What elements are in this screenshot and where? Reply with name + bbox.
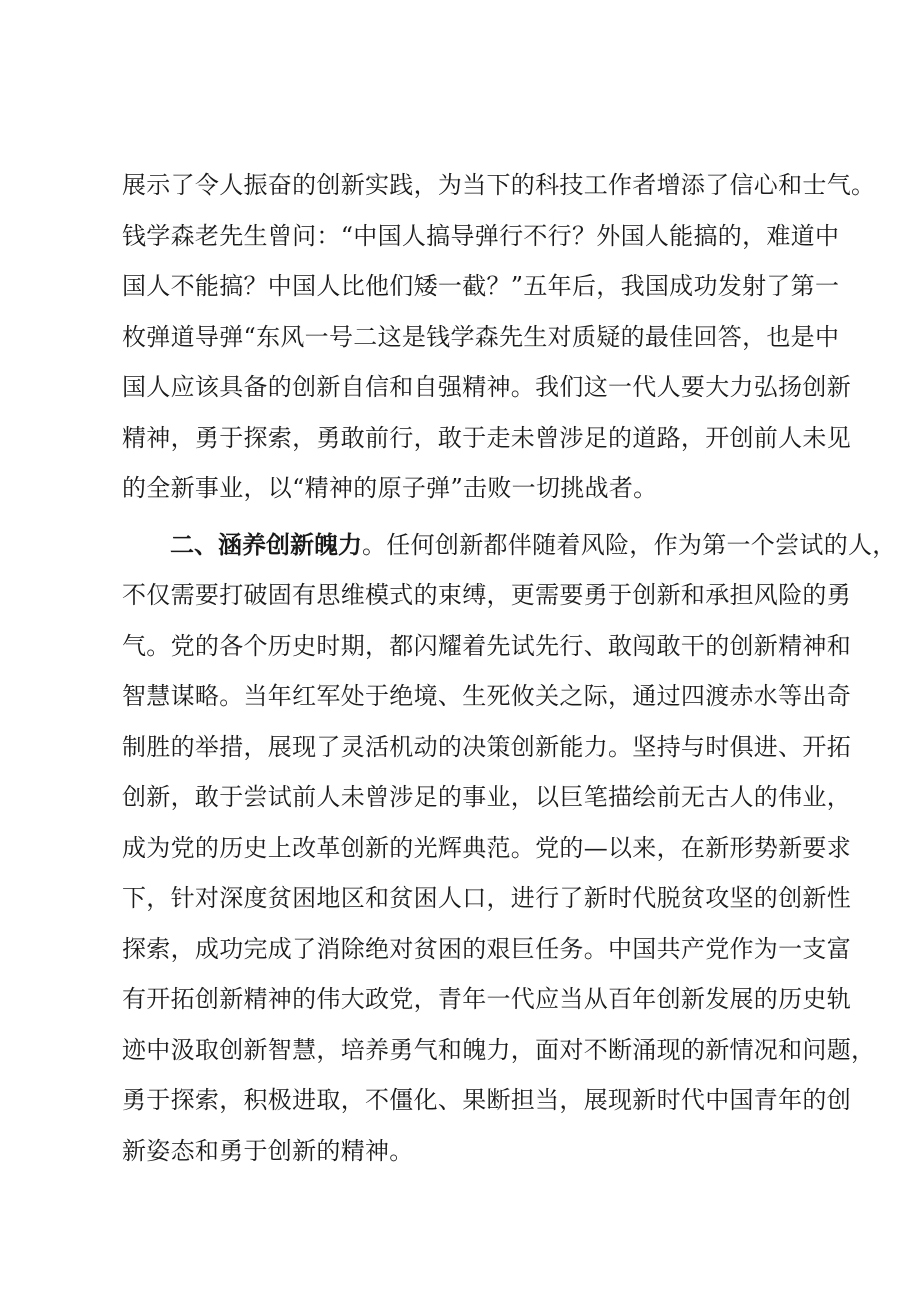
text-line: 迹中汲取创新智慧，培养勇气和魄力，面对不断涌现的新情况和问题，: [122, 1035, 876, 1064]
document-body: [122, 160, 897, 1176]
text-line: 下，针对深度贫困地区和贫困人口，进行了新时代脱贫攻坚的创新性: [122, 884, 851, 912]
text-line: 有开拓创新精神的伟大政党，青年一代应当从百年创新发展的历史轨: [122, 985, 851, 1013]
text-line: 制胜的举措，展现了灵活机动的决策创新能力。坚持与时俱进、开拓: [122, 732, 851, 761]
text-line: 国人应该具备的创新自信和自强精神。我们这一代人要大力弘扬创新: [122, 373, 851, 401]
text-line: 国人不能搞？中国人比他们矮一截？”五年后，我国成功发射了第一: [122, 272, 840, 300]
paragraph-2: [122, 520, 897, 1177]
text-line: 展示了令人振奋的创新实践，为当下的科技工作者增添了信心和士气。: [122, 171, 876, 199]
text-line: 精神，勇于探索，勇敢前行，敢于走未曾涉足的道路，开创前人未见: [122, 423, 851, 452]
text-line: 枚弹道导弹“东风一号二这是钱学森先生对质疑的最佳回答，也是中: [122, 322, 840, 351]
text-line: 新姿态和勇于创新的精神。: [122, 1136, 414, 1165]
text-span: 。任何创新都伴随着风险，作为第一个尝试的人，: [362, 530, 897, 559]
text-line: 探索，成功完成了消除绝对贫困的艰巨任务。中国共产党作为一支富: [122, 934, 851, 963]
text-line: 气。党的各个历史时期，都闪耀着先试先行、敢闯敢干的创新精神和: [122, 631, 851, 660]
text-line: 创新，敢于尝试前人未曾涉足的事业，以巨笔描绘前无古人的伟业，: [122, 783, 851, 811]
paragraph-2-first-line: [122, 520, 897, 571]
text-line: 钱学森老先生曾问：“中国人搞导弹行不行？外国人能搞的，难道中: [122, 221, 840, 250]
text-line: 不仅需要打破固有思维模式的束缚，更需要勇于创新和承担风险的勇: [122, 581, 851, 609]
text-line: 勇于探索，积极进取，不僵化、果断担当，展现新时代中国青年的创: [122, 1086, 851, 1114]
section-heading: 二、涵养创新魄力: [170, 530, 362, 559]
text-line: 成为党的历史上改革创新的光辉典范。党的—以来，在新形势新要求: [122, 833, 851, 862]
text-line: 的全新事业，以“精神的原子弹”击败一切挑战者。: [122, 474, 658, 502]
paragraph-1: [122, 160, 876, 514]
text-line: 智慧谋略。当年红军处于绝境、生死攸关之际，通过四渡赤水等出奇: [122, 682, 851, 710]
